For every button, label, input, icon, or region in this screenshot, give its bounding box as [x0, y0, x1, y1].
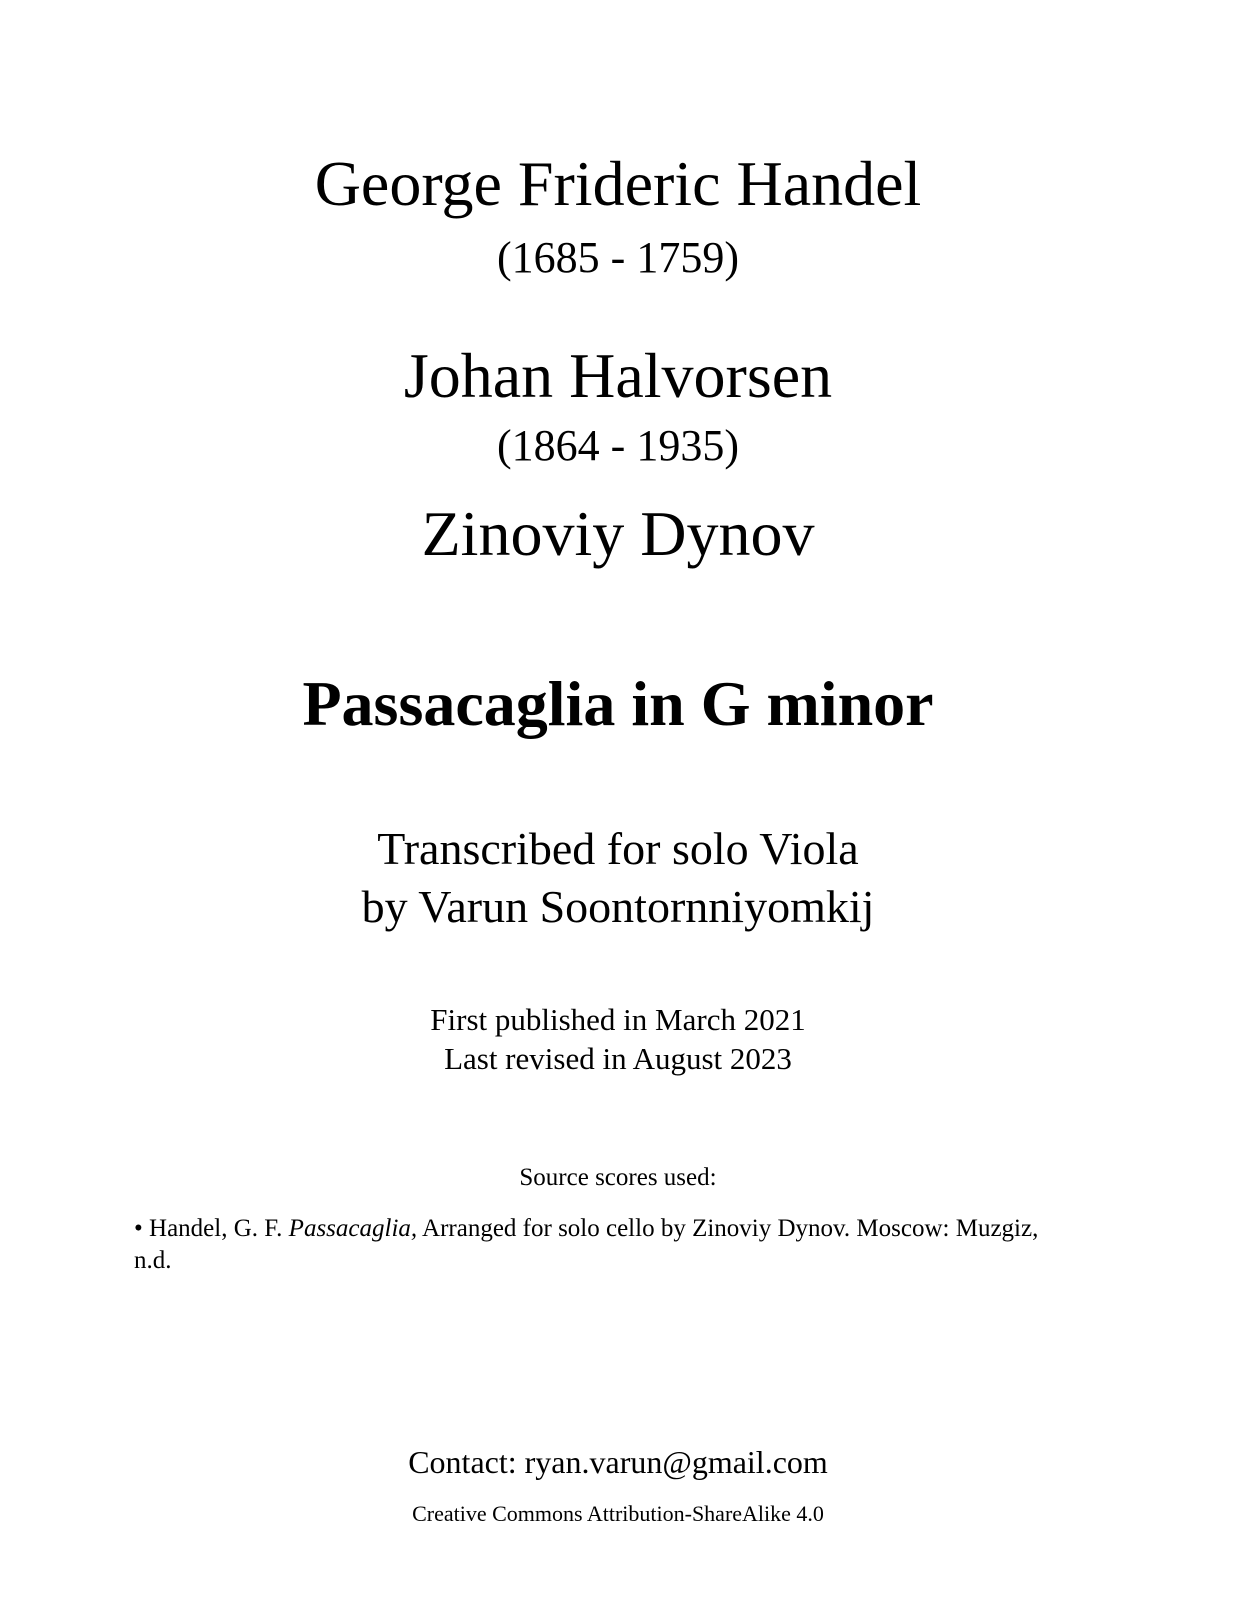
- arranger-dates: (1864 - 1935): [497, 421, 739, 470]
- composer-name: George Frideric Handel: [314, 148, 922, 219]
- source-author: Handel, G. F.: [149, 1215, 283, 1242]
- source-details: Arranged for solo cello by Zinoviy Dynov. Moscow: Muzgiz, n.d.: [134, 1215, 1039, 1274]
- arranger-name: Zinoviy Dynov: [421, 498, 815, 569]
- sources-heading: Source scores used:: [519, 1164, 717, 1191]
- contact-line: Contact: ryan.varun@gmail.com: [408, 1444, 828, 1480]
- license-line: Creative Commons Attribution-ShareAlike 4.0: [412, 1501, 824, 1526]
- source-work-title: Passacaglia,: [288, 1215, 418, 1242]
- last-revised: Last revised in August 2023: [444, 1041, 792, 1076]
- bullet: •: [134, 1215, 143, 1242]
- source-entry: [134, 1213, 1054, 1277]
- first-published: First published in March 2021: [430, 1002, 806, 1037]
- transcriber-line: by Varun Soontornniyomkij: [361, 881, 875, 932]
- composer-dates: (1685 - 1759): [497, 233, 739, 282]
- piece-title: Passacaglia in G minor: [302, 668, 934, 739]
- arranger-name: Johan Halvorsen: [403, 340, 833, 411]
- transcription-line: Transcribed for solo Viola: [377, 823, 859, 874]
